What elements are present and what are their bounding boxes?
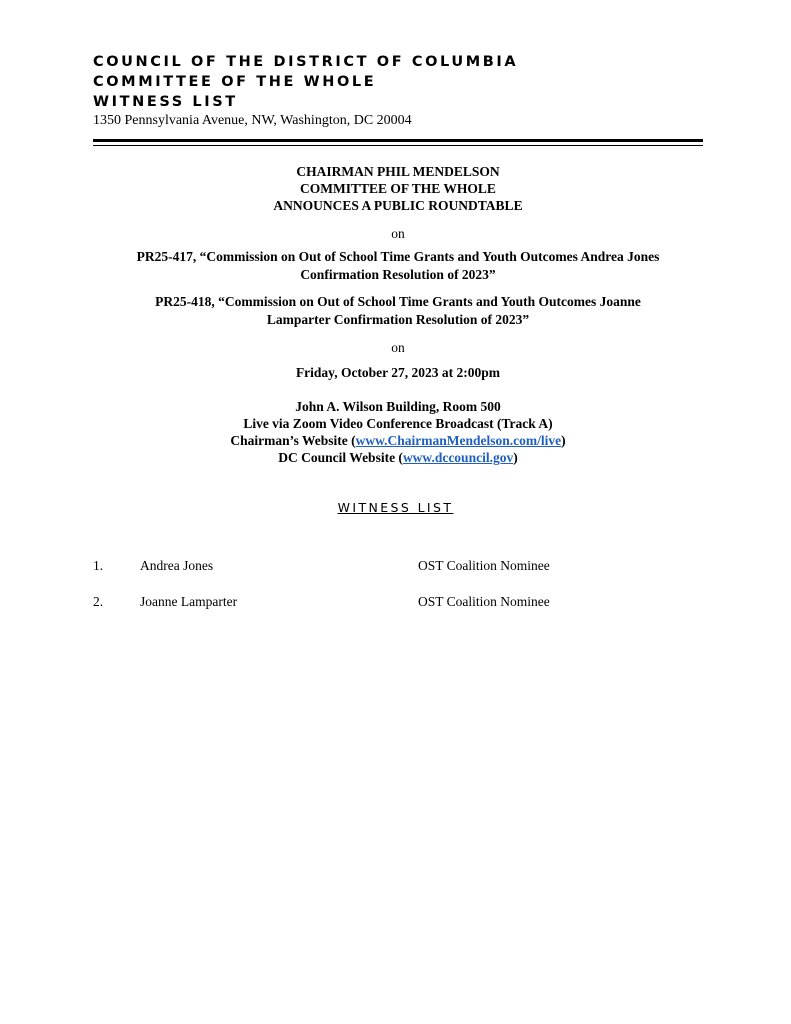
resolution-1-line1: PR25-417, “Commission on Out of School Time Grants and Youth Outcomes Andrea Jones <box>136 249 660 264</box>
letterhead-committee: COMMITTEE OF THE WHOLE <box>93 74 377 90</box>
council-website-label: DC Council Website ( <box>278 450 403 465</box>
letterhead-council: COUNCIL OF THE DISTRICT OF COLUMBIA <box>93 54 519 70</box>
witness-number: 2. <box>93 594 104 609</box>
witness-list-heading-text: WITNESS LIST <box>337 500 454 515</box>
council-website-line <box>60 449 736 466</box>
header-divider-thin <box>93 145 703 146</box>
hearing-date-time: Friday, October 27, 2023 at 2:00pm <box>295 365 501 380</box>
council-website-link[interactable]: www.dccouncil.gov <box>402 450 514 465</box>
witness-number: 1. <box>93 558 104 573</box>
on-label-1: on <box>391 226 405 241</box>
witness-affiliation: OST Coalition Nominee <box>418 558 550 573</box>
witness-name: Andrea Jones <box>140 558 214 573</box>
header-divider-thick <box>93 139 703 142</box>
witness-row <box>0 594 791 614</box>
letterhead <box>93 52 703 130</box>
chairman-website-close: ) <box>561 433 566 448</box>
chairman-website-link[interactable]: www.ChairmanMendelson.com/live <box>355 433 562 448</box>
announcement-committee: COMMITTEE OF THE WHOLE <box>300 181 496 196</box>
witness-row <box>0 558 791 578</box>
location-building: John A. Wilson Building, Room 500 <box>295 399 501 414</box>
announcement-chairman: CHAIRMAN PHIL MENDELSON <box>296 164 500 179</box>
witness-name: Joanne Lamparter <box>140 594 238 609</box>
chairman-website-line <box>60 432 736 449</box>
witness-list-heading <box>0 500 791 515</box>
resolution-1 <box>60 248 736 284</box>
announcement-roundtable: ANNOUNCES A PUBLIC ROUNDTABLE <box>273 198 523 213</box>
letterhead-title: WITNESS LIST <box>93 94 238 110</box>
resolution-1-line2: Confirmation Resolution of 2023” <box>300 267 496 282</box>
resolution-2-line1: PR25-418, “Commission on Out of School Time Grants and Youth Outcomes Joanne <box>155 294 641 309</box>
letterhead-address: 1350 Pennsylvania Avenue, NW, Washington, DC 20004 <box>93 113 412 128</box>
on-label-2: on <box>391 340 405 355</box>
resolution-2-line2: Lamparter Confirmation Resolution of 2023” <box>266 312 530 327</box>
announcement <box>60 163 736 214</box>
witness-affiliation: OST Coalition Nominee <box>418 594 550 609</box>
location-block <box>60 398 736 466</box>
council-website-close: ) <box>513 450 518 465</box>
chairman-website-label: Chairman’s Website ( <box>230 433 356 448</box>
location-broadcast: Live via Zoom Video Conference Broadcast (Track A) <box>243 416 553 431</box>
resolution-2 <box>60 293 736 329</box>
